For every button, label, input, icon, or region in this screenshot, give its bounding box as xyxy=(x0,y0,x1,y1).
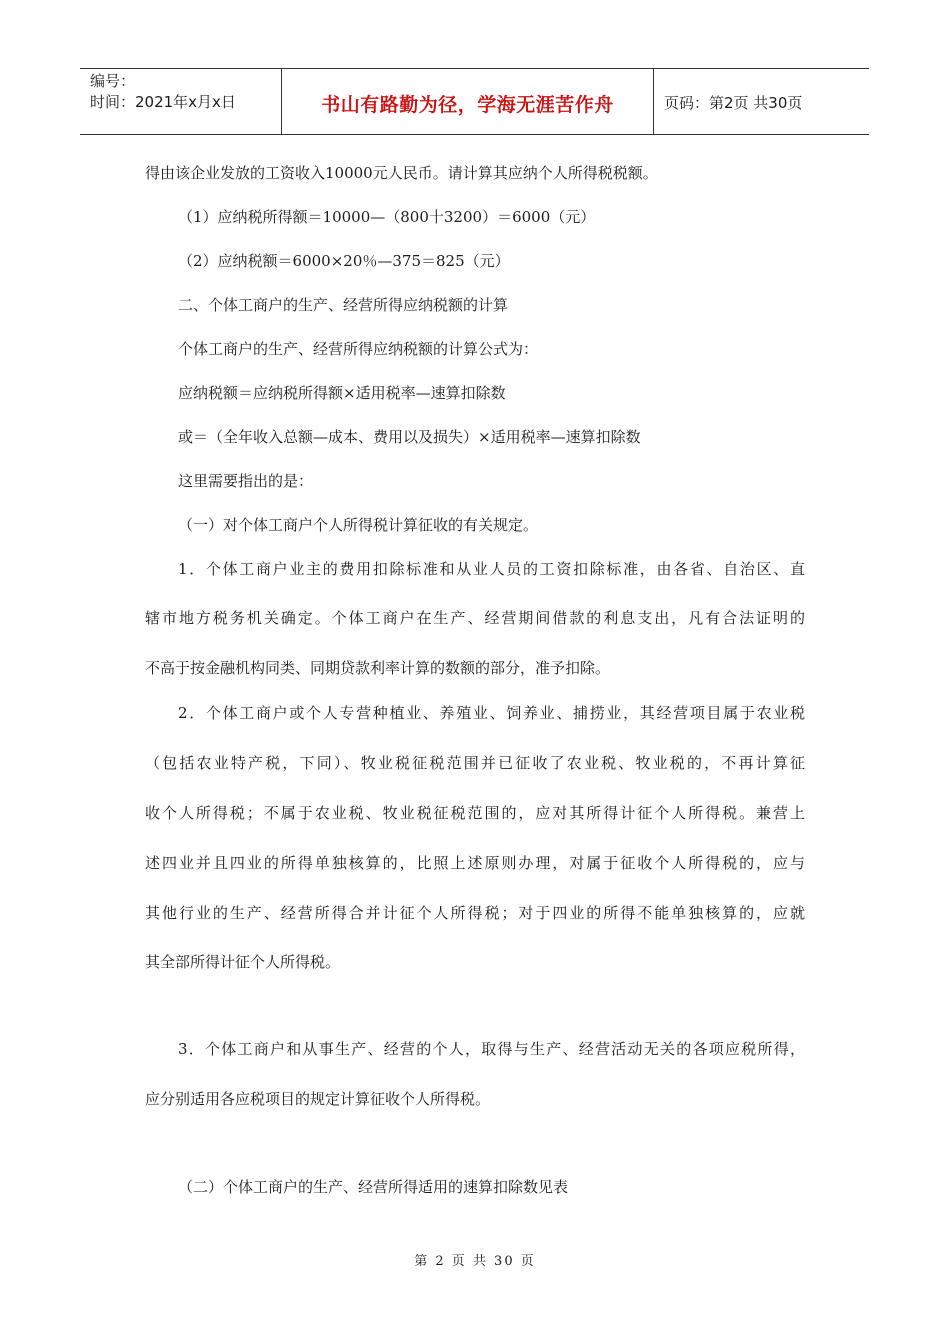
body-line: 应分别适用各应税项目的规定计算征收个人所得税。 xyxy=(145,1090,491,1108)
body-line: 这里需要指出的是： xyxy=(178,472,314,490)
body-line: 2．个体工商户或个人专营种植业、养殖业、饲养业、捕捞业，其经营项目属于农业税 xyxy=(178,704,805,722)
body-line: （1）应纳税所得额＝10000—（800十3200）＝6000（元） xyxy=(178,208,596,226)
body-line: 得由该企业发放的工资收入10000元人民币。请计算其应纳个人所得税税额。 xyxy=(145,164,658,182)
body-line: 其他行业的生产、经营所得合并计征个人所得税；对于四业的所得不能单独核算的，应就 xyxy=(145,904,805,922)
body-line: 个体工商户的生产、经营所得应纳税额的计算公式为： xyxy=(178,340,539,358)
body-line: 收个人所得税；不属于农业税、牧业税征税范围的，应对其所得计征个人所得税。兼营上 xyxy=(145,804,805,822)
document-header xyxy=(80,68,869,135)
document-time-label: 时间：2021年x月x日 xyxy=(90,93,236,111)
body-line: 不高于按金融机构同类、同期贷款利率计算的数额的部分，准予扣除。 xyxy=(145,659,611,677)
section-heading: 二、个体工商户的生产、经营所得应纳税额的计算 xyxy=(178,296,509,314)
document-number-label: 编号： xyxy=(90,72,136,90)
header-meta xyxy=(80,69,282,134)
formula-line: 应纳税额＝应纳税所得额×适用税率—速算扣除数 xyxy=(178,384,506,402)
page-footer: 第 2 页 共 30 页 xyxy=(414,1254,536,1269)
body-line: （包括农业特产税，下同）、牧业税征税范围并已征收了农业税、牧业税的，不再计算征 xyxy=(145,754,805,772)
body-line: （2）应纳税额＝6000×20％—375＝825（元） xyxy=(178,252,510,270)
body-line: 述四业并且四业的所得单独核算的，比照上述原则办理，对属于征收个人所得税的，应与 xyxy=(145,854,805,872)
body-line: 3．个体工商户和从事生产、经营的个人，取得与生产、经营活动无关的各项应税所得， xyxy=(178,1040,805,1058)
formula-line: 或＝（全年收入总额—成本、费用以及损失）×适用税率—速算扣除数 xyxy=(178,428,641,446)
header-page-info: 页码：第2页 共30页 xyxy=(664,94,803,112)
body-line: 1．个体工商户业主的费用扣除标准和从业人员的工资扣除标准，由各省、自治区、直 xyxy=(178,560,805,578)
body-line: 辖市地方税务机关确定。个体工商户在生产、经营期间借款的利息支出，凡有合法证明的 xyxy=(145,609,805,627)
subsection-heading: （一）对个体工商户个人所得税计算征收的有关规定。 xyxy=(178,516,539,534)
header-motto xyxy=(282,69,654,134)
motto-text: 书山有路勤为径，学海无涯苦作舟 xyxy=(321,94,614,116)
subsection-heading: （二）个体工商户的生产、经营所得适用的速算扣除数见表 xyxy=(178,1178,569,1196)
body-line: 其全部所得计征个人所得税。 xyxy=(145,953,341,971)
